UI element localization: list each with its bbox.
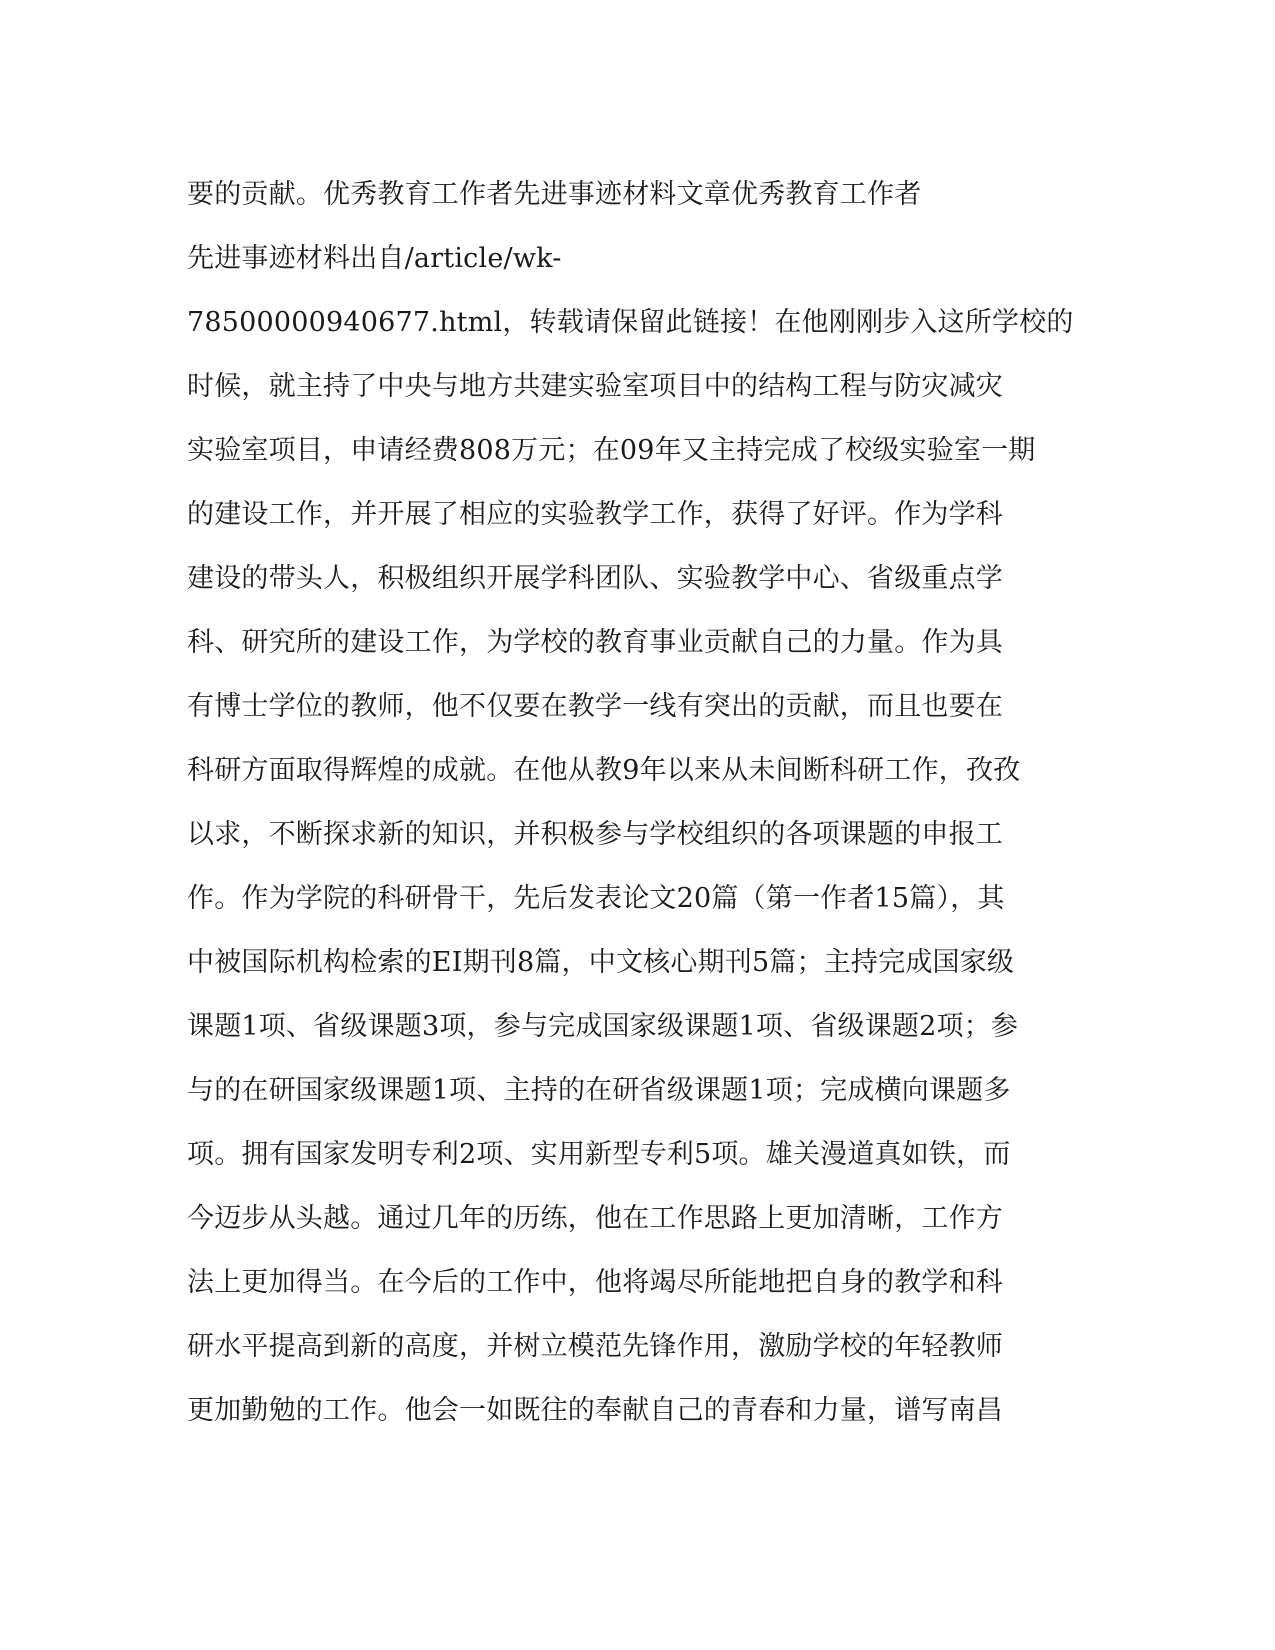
text-line: 法上更加得当。在今后的工作中，他将竭尽所能地把自身的教学和科 xyxy=(187,1267,1003,1298)
text-line: 建设的带头人，积极组织开展学科团队、实验教学中心、省级重点学 xyxy=(187,563,1003,594)
text-line: 课题1项、省级课题3项，参与完成国家级课题1项、省级课题2项；参 xyxy=(187,1011,1019,1042)
body-text xyxy=(187,163,1087,1443)
text-line: 时候，就主持了中央与地方共建实验室项目中的结构工程与防灾减灾 xyxy=(187,371,1003,402)
text-line: 与的在研国家级课题1项、主持的在研省级课题1项；完成横向课题多 xyxy=(187,1075,1011,1106)
text-line: 项。拥有国家发明专利2项、实用新型专利5项。雄关漫道真如铁，而 xyxy=(187,1139,1011,1170)
text-line: 有博士学位的教师，他不仅要在教学一线有突出的贡献，而且也要在 xyxy=(187,691,1003,722)
text-line: 作。作为学院的科研骨干，先后发表论文20篇（第一作者15篇），其 xyxy=(187,883,1005,914)
text-line: 要的贡献。优秀教育工作者先进事迹材料文章优秀教育工作者 xyxy=(187,179,922,210)
text-line: 78500000940677.html，转载请保留此链接！在他刚刚步入这所学校的 xyxy=(187,307,1074,338)
text-line: 科、研究所的建设工作，为学校的教育事业贡献自己的力量。作为具 xyxy=(187,627,1003,658)
text-line: 科研方面取得辉煌的成就。在他从教9年以来从未间断科研工作，孜孜 xyxy=(187,755,1021,786)
text-line: 的建设工作，并开展了相应的实验教学工作，获得了好评。作为学科 xyxy=(187,499,1003,530)
text-line: 今迈步从头越。通过几年的历练，他在工作思路上更加清晰，工作方 xyxy=(187,1203,1003,1234)
text-line: 以求，不断探求新的知识，并积极参与学校组织的各项课题的申报工 xyxy=(187,819,1003,850)
text-line: 中被国际机构检索的EI期刊8篇，中文核心期刊5篇；主持完成国家级 xyxy=(187,947,1015,978)
text-line: 实验室项目，申请经费808万元；在09年又主持完成了校级实验室一期 xyxy=(187,435,1036,466)
text-line: 研水平提高到新的高度，并树立模范先锋作用，激励学校的年轻教师 xyxy=(187,1331,1003,1362)
text-line: 更加勤勉的工作。他会一如既往的奉献自己的青春和力量，谱写南昌 xyxy=(187,1395,1003,1426)
text-line: 先进事迹材料出自/article/wk- xyxy=(187,243,562,274)
